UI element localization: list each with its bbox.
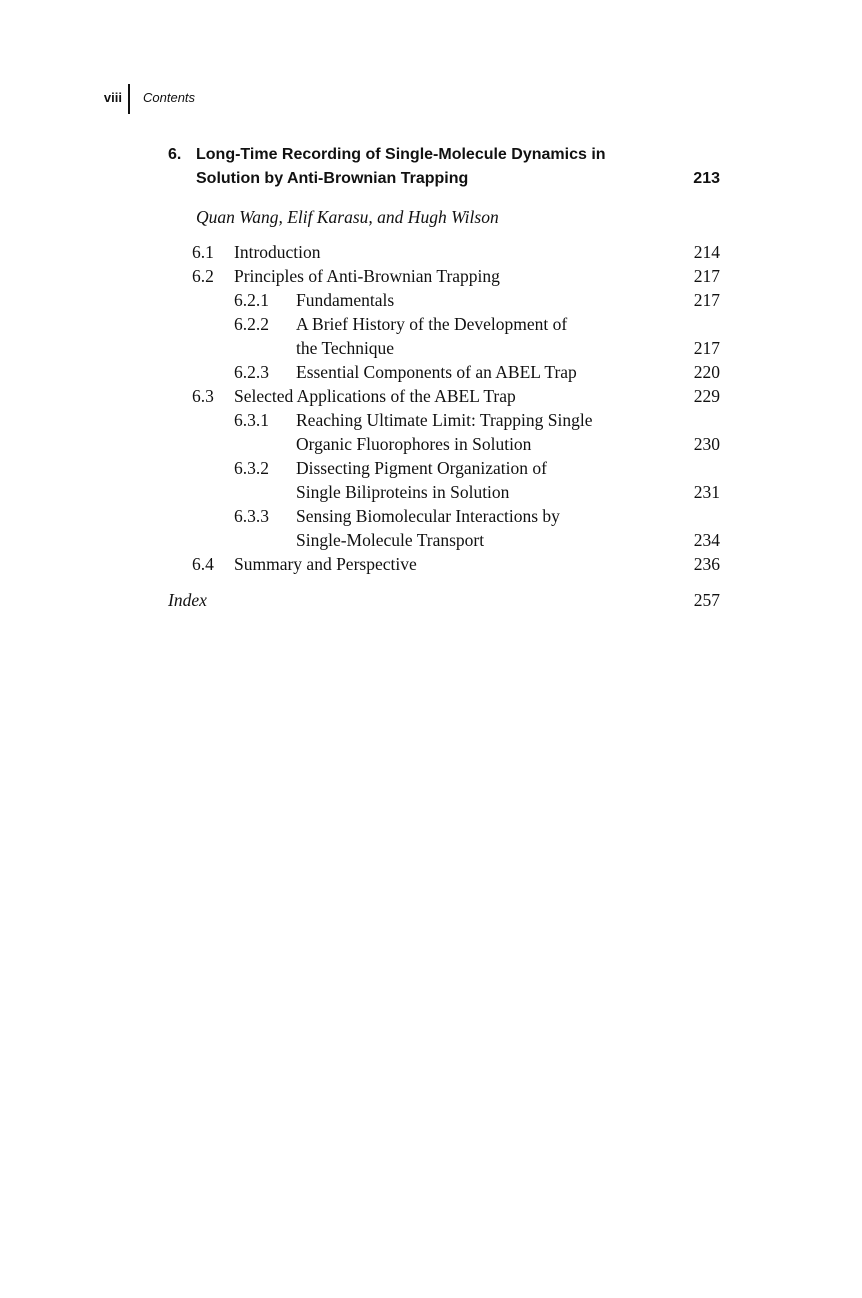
subsection-title-line2: Organic Fluorophores in Solution	[296, 434, 532, 454]
subsection-page: 217	[693, 290, 720, 310]
subsection-number: 6.2.2	[234, 314, 269, 334]
section-page: 217	[693, 266, 720, 286]
section-number: 6.4	[192, 554, 214, 574]
chapter-page: 213	[693, 170, 720, 187]
section-number: 6.1	[192, 242, 214, 262]
section-title: Summary and Perspective	[234, 554, 417, 574]
chapter-number: 6.	[168, 146, 182, 163]
page-number: viii	[103, 90, 122, 105]
index-label: Index	[168, 590, 207, 610]
subsection-number: 6.3.2	[234, 458, 269, 478]
section-title: Principles of Anti-Brownian Trapping	[234, 266, 500, 286]
running-title: Contents	[143, 90, 196, 105]
subsection-title-line1: Dissecting Pigment Organization of	[296, 458, 547, 478]
section-page: 214	[693, 242, 720, 262]
subsection-title-line1: Sensing Biomolecular Interactions by	[296, 506, 560, 526]
index-page: 257	[693, 590, 720, 610]
section-title: Selected Applications of the ABEL Trap	[234, 386, 516, 406]
subsection-page: 230	[693, 434, 720, 454]
subsection-page: 231	[693, 482, 720, 502]
subsection-title-line1: Reaching Ultimate Limit: Trapping Single	[296, 410, 593, 430]
subsection-page: 217	[693, 338, 720, 358]
subsection-title-line2: Single Biliproteins in Solution	[296, 482, 510, 502]
subsection-title-line2: Single-Molecule Transport	[296, 530, 485, 550]
subsection-title-line2: the Technique	[296, 338, 395, 358]
subsection-title-line1: A Brief History of the Development of	[296, 314, 568, 334]
section-number: 6.3	[192, 386, 214, 406]
section-title: Introduction	[234, 242, 321, 262]
section-page: 236	[693, 554, 720, 574]
subsection-page: 220	[693, 362, 720, 382]
subsection-number: 6.2.1	[234, 290, 269, 310]
subsection-title: Essential Components of an ABEL Trap	[296, 362, 577, 382]
chapter-title-line1: Long-Time Recording of Single-Molecule Dynamics in	[196, 146, 606, 163]
subsection-number: 6.3.1	[234, 410, 269, 430]
chapter-title-line2: Solution by Anti-Brownian Trapping	[196, 170, 469, 187]
subsection-title: Fundamentals	[296, 290, 395, 310]
section-number: 6.2	[192, 266, 214, 286]
subsection-number: 6.3.3	[234, 506, 269, 526]
section-page: 229	[693, 386, 720, 406]
subsection-number: 6.2.3	[234, 362, 269, 382]
chapter-authors: Quan Wang, Elif Karasu, and Hugh Wilson	[196, 207, 499, 227]
subsection-page: 234	[693, 530, 720, 550]
